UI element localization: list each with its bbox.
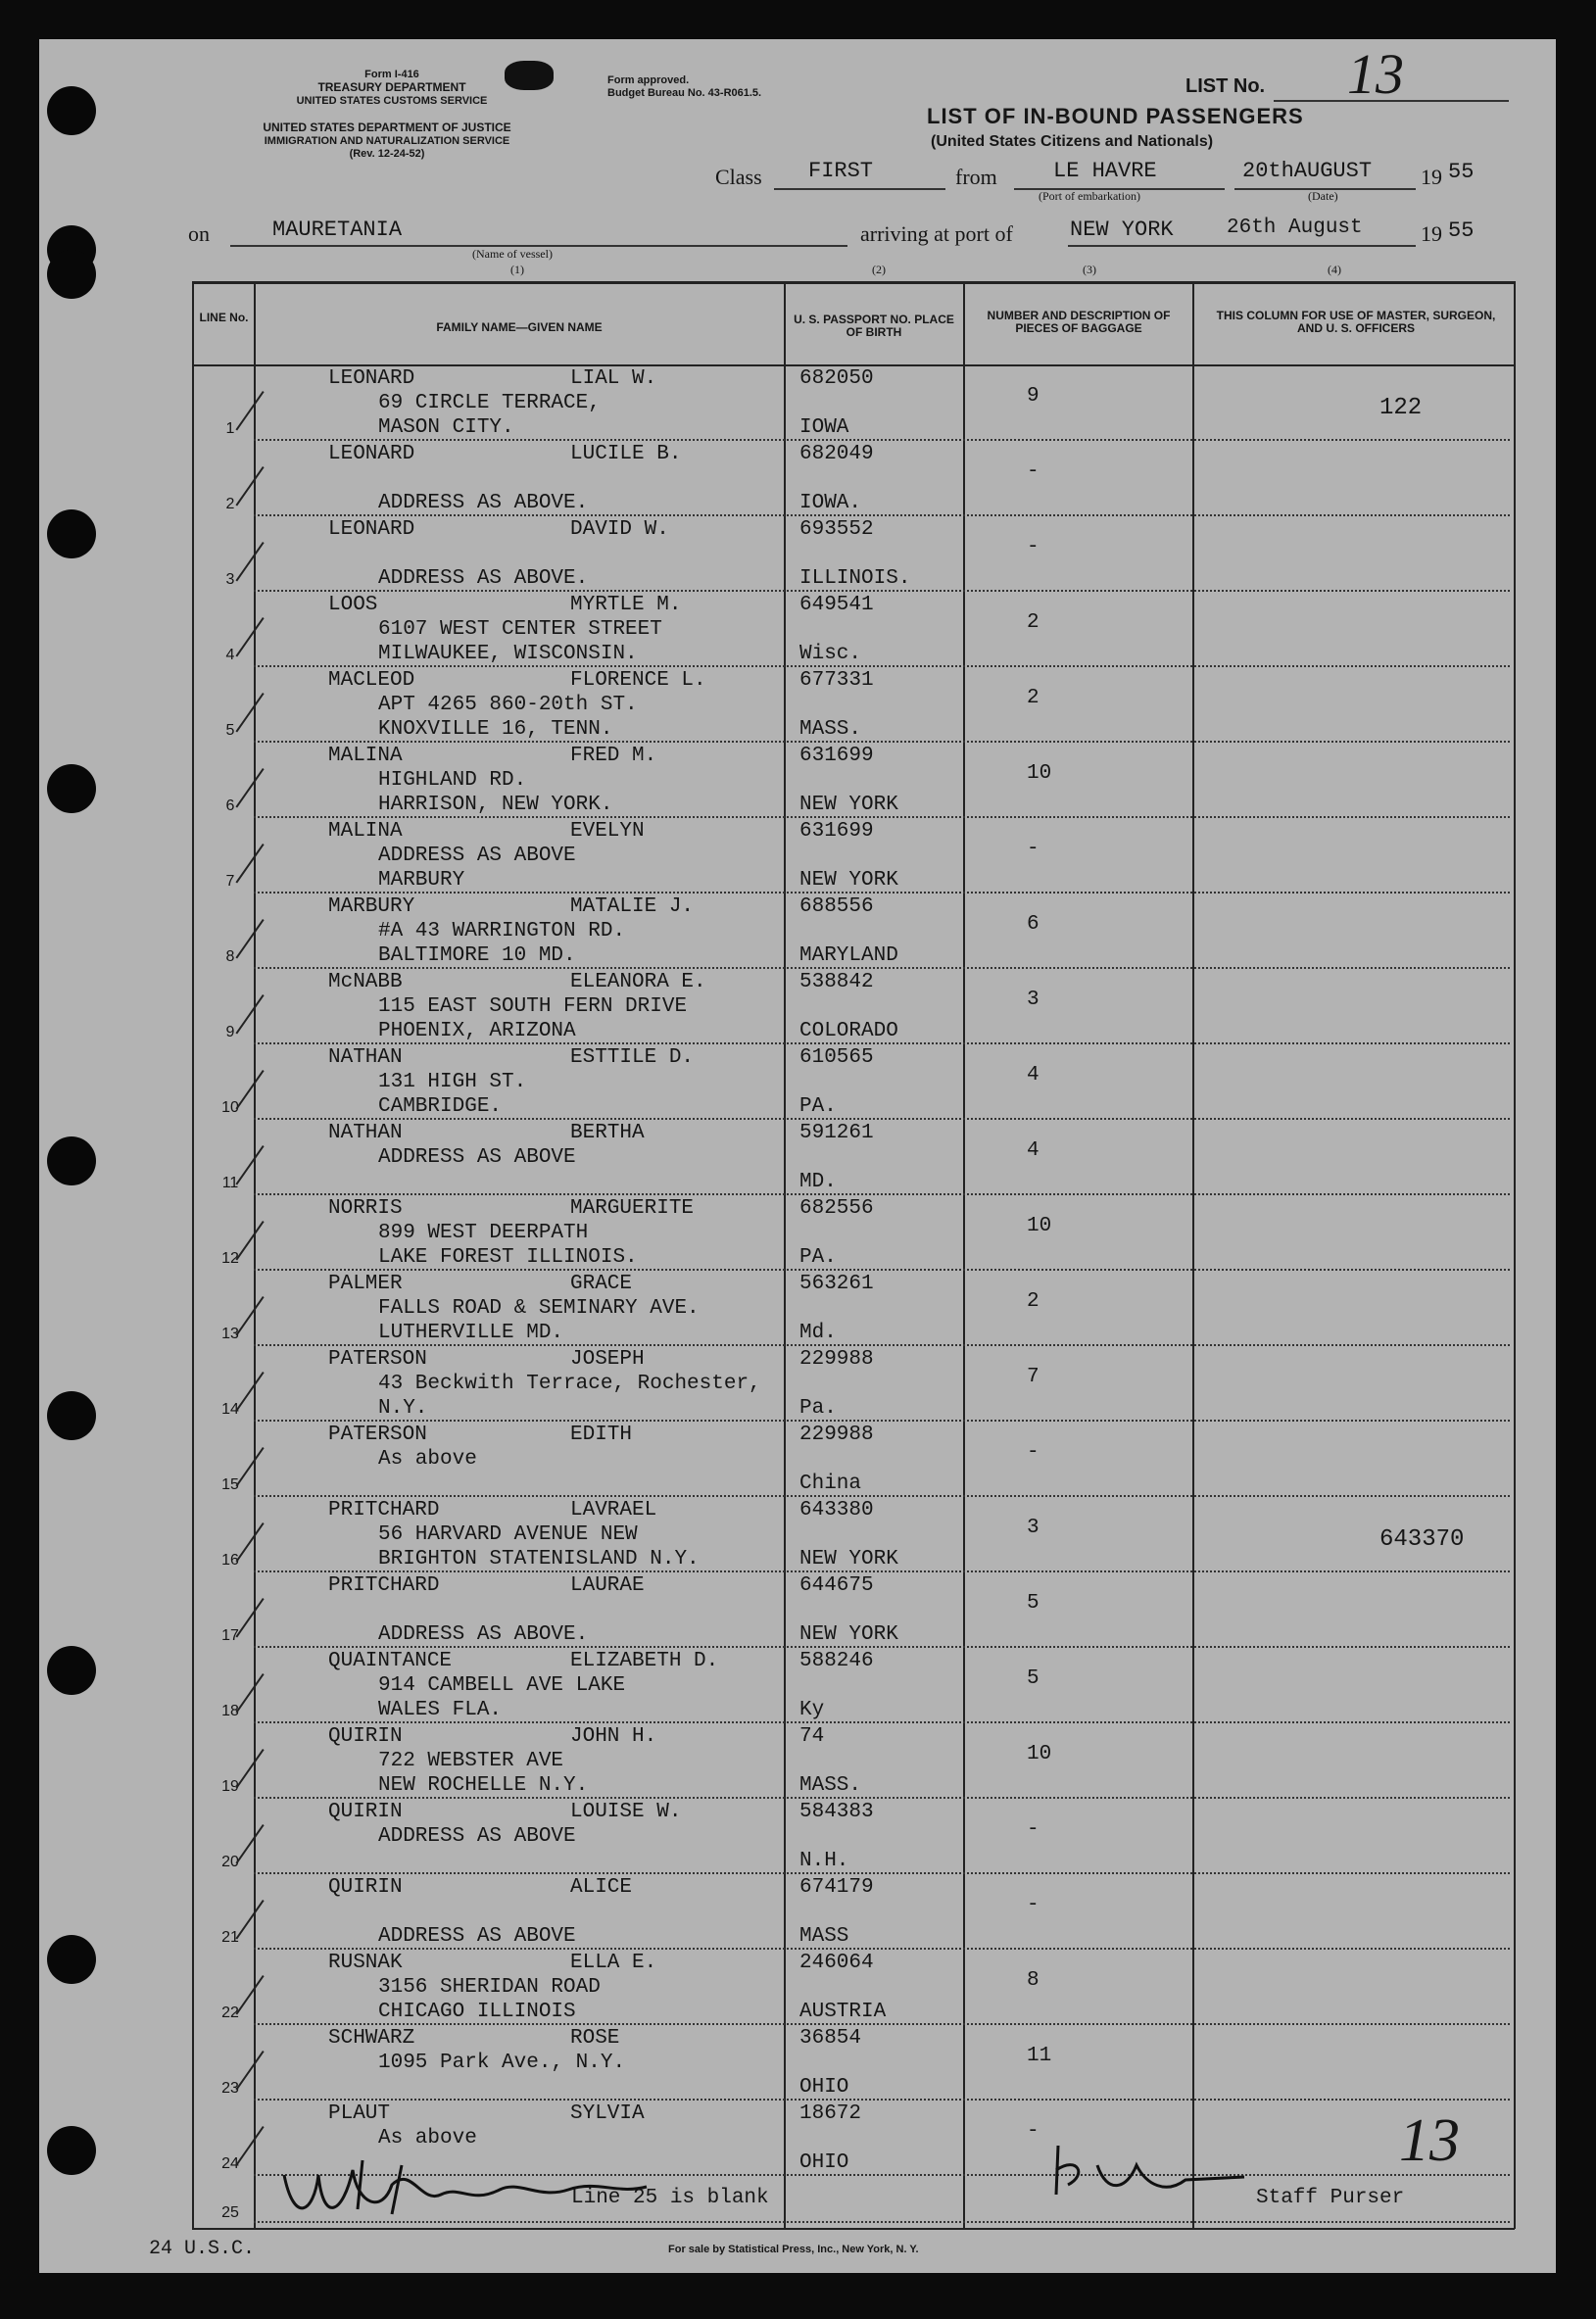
col-header-officers: THIS COLUMN FOR USE OF MASTER, SURGEON, AND U. S. OFFICERS xyxy=(1216,309,1496,335)
passport-number: 649541 xyxy=(799,594,874,616)
row-dotted-line xyxy=(254,1193,1510,1195)
year2-suffix: 55 xyxy=(1448,218,1475,243)
address-line-2: LAKE FOREST ILLINOIS. xyxy=(378,1246,638,1269)
year-suffix: 55 xyxy=(1448,160,1475,184)
arrive-port: NEW YORK xyxy=(1070,217,1174,242)
baggage-count: 4 xyxy=(1027,1139,1040,1162)
baggage-count: 2 xyxy=(1027,1290,1040,1313)
family-name: QUIRIN xyxy=(328,1876,403,1899)
line-number: 23 xyxy=(221,2080,239,2097)
place-of-birth: China xyxy=(799,1473,862,1495)
line-number: 4 xyxy=(225,647,235,663)
given-name: ALICE xyxy=(570,1876,633,1899)
arrive-line xyxy=(1068,245,1416,247)
family-name: MALINA xyxy=(328,820,403,843)
usc-citation: 24 U.S.C. xyxy=(149,2238,256,2260)
passport-number: 682049 xyxy=(799,443,874,465)
family-name: SCHWARZ xyxy=(328,2027,415,2050)
officer-note: 122 xyxy=(1379,395,1423,421)
table-bottom-border xyxy=(192,2228,1515,2230)
col4-caption: (4) xyxy=(1328,263,1341,276)
line-number: 18 xyxy=(221,1703,239,1719)
passport-number: 631699 xyxy=(799,745,874,767)
line-number: 24 xyxy=(221,2155,239,2172)
table-right-border xyxy=(1514,281,1516,2229)
row-dotted-line xyxy=(254,514,1510,516)
baggage-count: - xyxy=(1027,2120,1040,2143)
given-name: GRACE xyxy=(570,1273,633,1295)
arriving-label: arriving at port of xyxy=(860,221,1013,246)
family-name: PATERSON xyxy=(328,1424,427,1446)
passport-number: 682556 xyxy=(799,1197,874,1220)
page-subtitle: (United States Citizens and Nationals) xyxy=(931,133,1214,150)
punch-hole xyxy=(47,1391,96,1440)
row-dotted-line xyxy=(254,967,1510,969)
address-line-2: N.Y. xyxy=(378,1397,428,1420)
table-left-border xyxy=(192,281,194,2229)
baggage-count: 3 xyxy=(1027,989,1040,1011)
place-of-birth: MASS xyxy=(799,1925,849,1948)
punch-hole xyxy=(47,250,96,299)
given-name: ESTTILE D. xyxy=(570,1046,695,1069)
passport-number: 36854 xyxy=(799,2027,862,2050)
family-name: PLAUT xyxy=(328,2102,391,2125)
passport-number: 674179 xyxy=(799,1876,874,1899)
family-name: LOOS xyxy=(328,594,378,616)
col-divider-passport xyxy=(963,281,965,2229)
family-name: RUSNAK xyxy=(328,1952,403,1974)
address-line-1: 56 HARVARD AVENUE NEW xyxy=(378,1523,638,1546)
place-of-birth: NEW YORK xyxy=(799,869,898,892)
place-of-birth: Pa. xyxy=(799,1397,837,1420)
baggage-count: 4 xyxy=(1027,1064,1040,1087)
place-of-birth: Md. xyxy=(799,1322,837,1344)
staff-purser-label: Staff Purser xyxy=(1256,2187,1405,2209)
given-name: DAVID W. xyxy=(570,518,669,541)
given-name: ELIZABETH D. xyxy=(570,1650,719,1672)
baggage-count: - xyxy=(1027,460,1040,483)
ink-blot xyxy=(505,61,554,90)
address-line-1: As above xyxy=(378,1448,477,1471)
address-line-2: CAMBRIDGE. xyxy=(378,1095,503,1118)
address-line-2: HARRISON, NEW YORK. xyxy=(378,794,613,816)
family-name: McNABB xyxy=(328,971,403,993)
row-dotted-line xyxy=(254,1344,1510,1346)
given-name: EDITH xyxy=(570,1424,633,1446)
line-number: 3 xyxy=(225,571,235,588)
place-of-birth: OHIO xyxy=(799,2151,849,2174)
address-line-2: ADDRESS AS ABOVE. xyxy=(378,492,589,514)
row-dotted-line xyxy=(254,590,1510,592)
row-dotted-line xyxy=(254,1118,1510,1120)
col2-caption: (2) xyxy=(872,263,886,276)
baggage-count: - xyxy=(1027,1441,1040,1464)
baggage-count: 9 xyxy=(1027,385,1040,408)
baggage-count: 2 xyxy=(1027,611,1040,634)
address-line-1: 115 EAST SOUTH FERN DRIVE xyxy=(378,995,688,1018)
vessel-name: MAURETANIA xyxy=(272,217,403,242)
col-header-passport: U. S. PASSPORT NO. PLACE OF BIRTH xyxy=(794,313,954,339)
line-number: 14 xyxy=(221,1401,239,1418)
year2-prefix: 19 xyxy=(1421,221,1442,246)
passport-number: 18672 xyxy=(799,2102,862,2125)
line-number: 5 xyxy=(225,722,235,739)
purser-signature xyxy=(1039,2136,1254,2214)
address-line-1: FALLS ROAD & SEMINARY AVE. xyxy=(378,1297,700,1320)
row-dotted-line xyxy=(254,1872,1510,1874)
class-line xyxy=(774,188,945,190)
place-of-birth: PA. xyxy=(799,1095,837,1118)
row-dotted-line xyxy=(254,1797,1510,1799)
line-number: 10 xyxy=(221,1099,239,1116)
from-label: from xyxy=(955,165,997,189)
family-name: MARBURY xyxy=(328,895,415,918)
family-name: PRITCHARD xyxy=(328,1574,440,1597)
row-dotted-line xyxy=(254,1646,1510,1648)
punch-hole xyxy=(47,509,96,558)
manifest-page xyxy=(39,39,1556,2273)
punch-hole xyxy=(47,1935,96,1984)
officer-note: 643370 xyxy=(1379,1526,1465,1553)
address-line-1: 69 CIRCLE TERRACE, xyxy=(378,392,601,414)
passport-number: 591261 xyxy=(799,1122,874,1144)
family-name: PALMER xyxy=(328,1273,403,1295)
baggage-count: 5 xyxy=(1027,1592,1040,1615)
address-line-2: MASON CITY. xyxy=(378,416,514,439)
justice-dept: UNITED STATES DEPARTMENT OF JUSTICE xyxy=(263,121,511,134)
punch-hole xyxy=(47,86,96,135)
line-number: 2 xyxy=(225,496,235,512)
address-line-1: ADDRESS AS ABOVE xyxy=(378,1146,576,1169)
list-no-value: 13 xyxy=(1347,42,1404,106)
line-number: 15 xyxy=(221,1476,239,1493)
class-label: Class xyxy=(715,165,762,189)
address-line-1: 914 CAMBELL AVE LAKE xyxy=(378,1674,626,1697)
passport-number: 610565 xyxy=(799,1046,874,1069)
row-dotted-line xyxy=(254,892,1510,894)
customs-service: UNITED STATES CUSTOMS SERVICE xyxy=(296,95,488,107)
passport-number: 688556 xyxy=(799,895,874,918)
form-number: Form I-416 xyxy=(364,69,419,80)
family-name: NORRIS xyxy=(328,1197,403,1220)
department: TREASURY DEPARTMENT xyxy=(317,80,466,94)
baggage-count: 10 xyxy=(1027,1743,1052,1765)
port-caption: (Port of embarkation) xyxy=(1039,189,1140,203)
officer-signature xyxy=(274,2146,745,2224)
address-line-2: LUTHERVILLE MD. xyxy=(378,1322,564,1344)
embark-date: 20thAUGUST xyxy=(1242,159,1373,183)
passport-number: 643380 xyxy=(799,1499,874,1522)
col-divider-baggage xyxy=(1192,281,1194,2229)
given-name: LUCILE B. xyxy=(570,443,682,465)
place-of-birth: MARYLAND xyxy=(799,944,898,967)
place-of-birth: NEW YORK xyxy=(799,794,898,816)
line-number: 8 xyxy=(225,948,235,965)
address-line-1: ADDRESS AS ABOVE xyxy=(378,1825,576,1848)
vessel-caption: (Name of vessel) xyxy=(472,247,553,261)
address-line-1: 43 Beckwith Terrace, Rochester, xyxy=(378,1373,761,1395)
given-name: MARGUERITE xyxy=(570,1197,695,1220)
address-line-2: BALTIMORE 10 MD. xyxy=(378,944,576,967)
given-name: LIAL W. xyxy=(570,367,657,390)
address-line-2: ADDRESS AS ABOVE. xyxy=(378,567,589,590)
punch-hole xyxy=(47,1646,96,1695)
address-line-2: CHICAGO ILLINOIS xyxy=(378,2001,576,2023)
given-name: ROSE xyxy=(570,2027,620,2050)
family-name: PRITCHARD xyxy=(328,1499,440,1522)
address-line-1: 899 WEST DEERPATH xyxy=(378,1222,589,1244)
place-of-birth: COLORADO xyxy=(799,1020,898,1042)
address-line-1: As above xyxy=(378,2127,477,2150)
line-number: 19 xyxy=(221,1778,239,1795)
passport-number: 588246 xyxy=(799,1650,874,1672)
place-of-birth: AUSTRIA xyxy=(799,2001,887,2023)
punch-hole xyxy=(47,1136,96,1185)
row-dotted-line xyxy=(254,1495,1510,1497)
row-dotted-line xyxy=(254,1042,1510,1044)
baggage-count: 2 xyxy=(1027,687,1040,709)
baggage-count: - xyxy=(1027,1818,1040,1841)
passport-number: 631699 xyxy=(799,820,874,843)
given-name: LOUISE W. xyxy=(570,1801,682,1823)
arrive-date: 26th August xyxy=(1227,217,1363,239)
family-name: QUAINTANCE xyxy=(328,1650,453,1672)
passport-number: 229988 xyxy=(799,1424,874,1446)
passport-number: 229988 xyxy=(799,1348,874,1371)
passport-number: 644675 xyxy=(799,1574,874,1597)
place-of-birth: IOWA xyxy=(799,416,849,439)
family-name: MALINA xyxy=(328,745,403,767)
place-of-birth: NEW YORK xyxy=(799,1623,898,1646)
address-line-2: ADDRESS AS ABOVE xyxy=(378,1925,576,1948)
baggage-count: 6 xyxy=(1027,913,1040,936)
given-name: LAVRAEL xyxy=(570,1499,657,1522)
address-line-1: 3156 SHERIDAN ROAD xyxy=(378,1976,601,1999)
address-line-2: ADDRESS AS ABOVE. xyxy=(378,1623,589,1646)
given-name: ELLA E. xyxy=(570,1952,657,1974)
place-of-birth: PA. xyxy=(799,1246,837,1269)
place-of-birth: Wisc. xyxy=(799,643,862,665)
place-of-birth: NEW YORK xyxy=(799,1548,898,1570)
given-name: SYLVIA xyxy=(570,2102,645,2125)
passport-number: 246064 xyxy=(799,1952,874,1974)
row-dotted-line xyxy=(254,2099,1510,2101)
address-line-2: MARBURY xyxy=(378,869,465,892)
budget-bureau: Budget Bureau No. 43-R061.5. xyxy=(607,87,762,99)
place-of-birth: MASS. xyxy=(799,718,862,741)
line-number: 7 xyxy=(225,873,235,890)
row-dotted-line xyxy=(254,1721,1510,1723)
col-header-baggage: NUMBER AND DESCRIPTION OF PIECES OF BAGGAGE xyxy=(987,309,1171,335)
passport-number: 584383 xyxy=(799,1801,874,1823)
address-line-1: APT 4265 860-20th ST. xyxy=(378,694,638,716)
address-line-2: NEW ROCHELLE N.Y. xyxy=(378,1774,589,1797)
page-title: LIST OF IN-BOUND PASSENGERS xyxy=(927,104,1304,128)
place-of-birth: Ky xyxy=(799,1699,825,1721)
address-line-1: HIGHLAND RD. xyxy=(378,769,527,792)
line25-note: Line 25 is blank xyxy=(571,2187,769,2209)
address-line-1: 722 WEBSTER AVE xyxy=(378,1750,564,1772)
address-line-2: MILWAUKEE, WISCONSIN. xyxy=(378,643,638,665)
line-number: 16 xyxy=(221,1552,239,1569)
on-label: on xyxy=(188,221,210,246)
line-number: 22 xyxy=(221,2005,239,2021)
place-of-birth: MASS. xyxy=(799,1774,862,1797)
family-name: PATERSON xyxy=(328,1348,427,1371)
table-top-border xyxy=(192,281,1515,284)
given-name: JOHN H. xyxy=(570,1725,657,1748)
row-dotted-line xyxy=(254,1948,1510,1950)
address-line-1: 1095 Park Ave., N.Y. xyxy=(378,2052,626,2074)
address-line-2: WALES FLA. xyxy=(378,1699,503,1721)
passport-number: 693552 xyxy=(799,518,874,541)
family-name: QUIRIN xyxy=(328,1801,403,1823)
family-name: LEONARD xyxy=(328,367,415,390)
line-number: 20 xyxy=(221,1854,239,1870)
punch-hole xyxy=(47,764,96,813)
row-dotted-line xyxy=(254,816,1510,818)
row-dotted-line xyxy=(254,1570,1510,1572)
passport-number: 677331 xyxy=(799,669,874,692)
baggage-count: 10 xyxy=(1027,762,1052,785)
baggage-count: 11 xyxy=(1027,2045,1052,2067)
family-name: LEONARD xyxy=(328,518,415,541)
table-header-border xyxy=(192,364,1515,366)
address-line-1: 131 HIGH ST. xyxy=(378,1071,527,1093)
place-of-birth: MD. xyxy=(799,1171,837,1193)
line-number: 17 xyxy=(221,1627,239,1644)
given-name: MYRTLE M. xyxy=(570,594,682,616)
baggage-count: 8 xyxy=(1027,1969,1040,1992)
from-value: LE HAVRE xyxy=(1053,159,1157,183)
baggage-count: 7 xyxy=(1027,1366,1040,1388)
passport-number: 563261 xyxy=(799,1273,874,1295)
address-line-1: #A 43 WARRINGTON RD. xyxy=(378,920,626,942)
date-caption: (Date) xyxy=(1308,189,1338,203)
place-of-birth: OHIO xyxy=(799,2076,849,2099)
given-name: EVELYN xyxy=(570,820,645,843)
place-of-birth: IOWA. xyxy=(799,492,862,514)
baggage-count: 5 xyxy=(1027,1667,1040,1690)
place-of-birth: N.H. xyxy=(799,1850,849,1872)
row-dotted-line xyxy=(254,665,1510,667)
line-number: 6 xyxy=(225,797,235,814)
given-name: ELEANORA E. xyxy=(570,971,706,993)
given-name: BERTHA xyxy=(570,1122,645,1144)
col3-caption: (3) xyxy=(1083,263,1096,276)
col-divider-name xyxy=(784,281,786,2229)
line-number: 12 xyxy=(221,1250,239,1267)
row-dotted-line xyxy=(254,1420,1510,1422)
punch-hole xyxy=(47,2126,96,2175)
given-name: LAURAE xyxy=(570,1574,645,1597)
line-number: 21 xyxy=(221,1929,239,1946)
printer-imprint: For sale by Statistical Press, Inc., New York, N. Y. xyxy=(668,2244,919,2255)
line-number: 1 xyxy=(225,420,235,437)
address-line-2: PHOENIX, ARIZONA xyxy=(378,1020,576,1042)
given-name: FRED M. xyxy=(570,745,657,767)
given-name: MATALIE J. xyxy=(570,895,695,918)
form-approved: Form approved. xyxy=(607,74,690,86)
family-name: LEONARD xyxy=(328,443,415,465)
given-name: FLORENCE L. xyxy=(570,669,706,692)
row-dotted-line xyxy=(254,2023,1510,2025)
list-no-label: LIST No. xyxy=(1185,75,1266,97)
address-line-1: ADDRESS AS ABOVE xyxy=(378,845,576,867)
given-name: JOSEPH xyxy=(570,1348,645,1371)
col-header-name: FAMILY NAME—GIVEN NAME xyxy=(436,320,603,334)
row-dotted-line xyxy=(254,439,1510,441)
ins: IMMIGRATION AND NATURALIZATION SERVICE xyxy=(264,135,510,147)
handwritten-list-number: 13 xyxy=(1399,2107,1460,2174)
address-line-2: KNOXVILLE 16, TENN. xyxy=(378,718,613,741)
line-number: 9 xyxy=(225,1024,235,1040)
baggage-count: 3 xyxy=(1027,1517,1040,1539)
baggage-count: - xyxy=(1027,838,1040,860)
family-name: MACLEOD xyxy=(328,669,415,692)
line-number: 25 xyxy=(221,2204,239,2221)
address-line-2: BRIGHTON STATENISLAND N.Y. xyxy=(378,1548,700,1570)
col1-caption: (1) xyxy=(510,263,524,276)
passport-number: 538842 xyxy=(799,971,874,993)
revision: (Rev. 12-24-52) xyxy=(349,148,425,160)
baggage-count: - xyxy=(1027,1894,1040,1916)
line-number: 13 xyxy=(221,1326,239,1342)
family-name: QUIRIN xyxy=(328,1725,403,1748)
baggage-count: 10 xyxy=(1027,1215,1052,1237)
family-name: NATHAN xyxy=(328,1122,403,1144)
passport-number: 682050 xyxy=(799,367,874,390)
passport-number: 74 xyxy=(799,1725,825,1748)
baggage-count: - xyxy=(1027,536,1040,558)
address-line-1: 6107 WEST CENTER STREET xyxy=(378,618,662,641)
year-prefix: 19 xyxy=(1421,165,1442,189)
class-value: FIRST xyxy=(808,159,874,183)
col-header-line-no: LINE No. xyxy=(199,311,249,324)
line-number: 11 xyxy=(221,1175,239,1191)
place-of-birth: ILLINOIS. xyxy=(799,567,911,590)
row-dotted-line xyxy=(254,1269,1510,1271)
row-dotted-line xyxy=(254,741,1510,743)
family-name: NATHAN xyxy=(328,1046,403,1069)
